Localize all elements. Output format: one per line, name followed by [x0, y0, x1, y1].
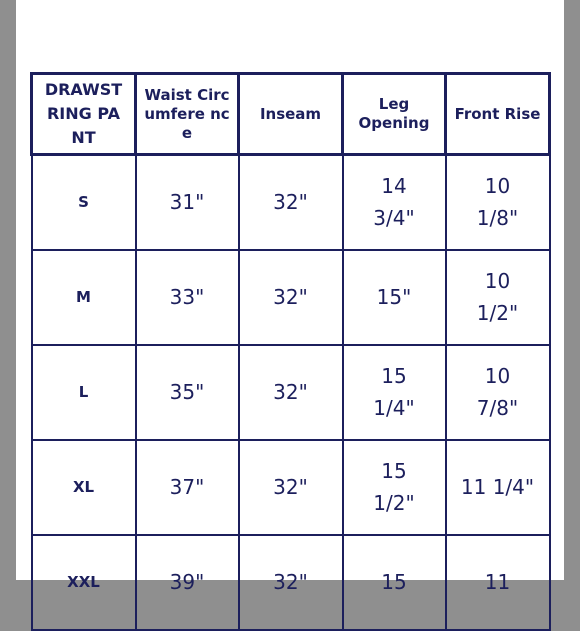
table-row: [32, 155, 550, 250]
waist-cell: 39": [136, 535, 239, 630]
front-rise-cell: 10 1/2": [446, 250, 550, 345]
inseam-cell: 32": [239, 155, 343, 250]
inseam-cell: 32": [239, 440, 343, 535]
header-leg-opening: Leg Opening: [343, 74, 446, 155]
leg-opening-cell: 15: [343, 535, 446, 630]
front-rise-cell: 11: [446, 535, 550, 630]
waist-cell: 31": [136, 155, 239, 250]
size-cell: M: [32, 250, 136, 345]
header-front-rise: Front Rise: [446, 74, 550, 155]
front-rise-cell: 11 1/4": [446, 440, 550, 535]
header-product-name: DRAWST RING PANT: [32, 74, 136, 155]
size-cell: XXL: [32, 535, 136, 630]
leg-opening-cell: 14 3/4": [343, 155, 446, 250]
inseam-cell: 32": [239, 345, 343, 440]
table-header: [32, 74, 550, 155]
inseam-cell: 32": [239, 250, 343, 345]
table-row: [32, 345, 550, 440]
leg-opening-cell: 15 1/2": [343, 440, 446, 535]
table-row: [32, 535, 550, 630]
front-rise-cell: 10 1/8": [446, 155, 550, 250]
size-chart-sheet: [16, 0, 564, 594]
header-waist: Waist Circumfere nce: [136, 74, 239, 155]
header-row: [32, 74, 550, 155]
table-row: [32, 440, 550, 535]
header-inseam: Inseam: [239, 74, 343, 155]
inseam-cell: 32": [239, 535, 343, 630]
table-row: [32, 250, 550, 345]
waist-cell: 37": [136, 440, 239, 535]
leg-opening-cell: 15 1/4": [343, 345, 446, 440]
waist-cell: 33": [136, 250, 239, 345]
size-cell: L: [32, 345, 136, 440]
waist-cell: 35": [136, 345, 239, 440]
size-chart-table: [30, 72, 551, 631]
front-rise-cell: 10 7/8": [446, 345, 550, 440]
size-cell: S: [32, 155, 136, 250]
size-cell: XL: [32, 440, 136, 535]
leg-opening-cell: 15": [343, 250, 446, 345]
